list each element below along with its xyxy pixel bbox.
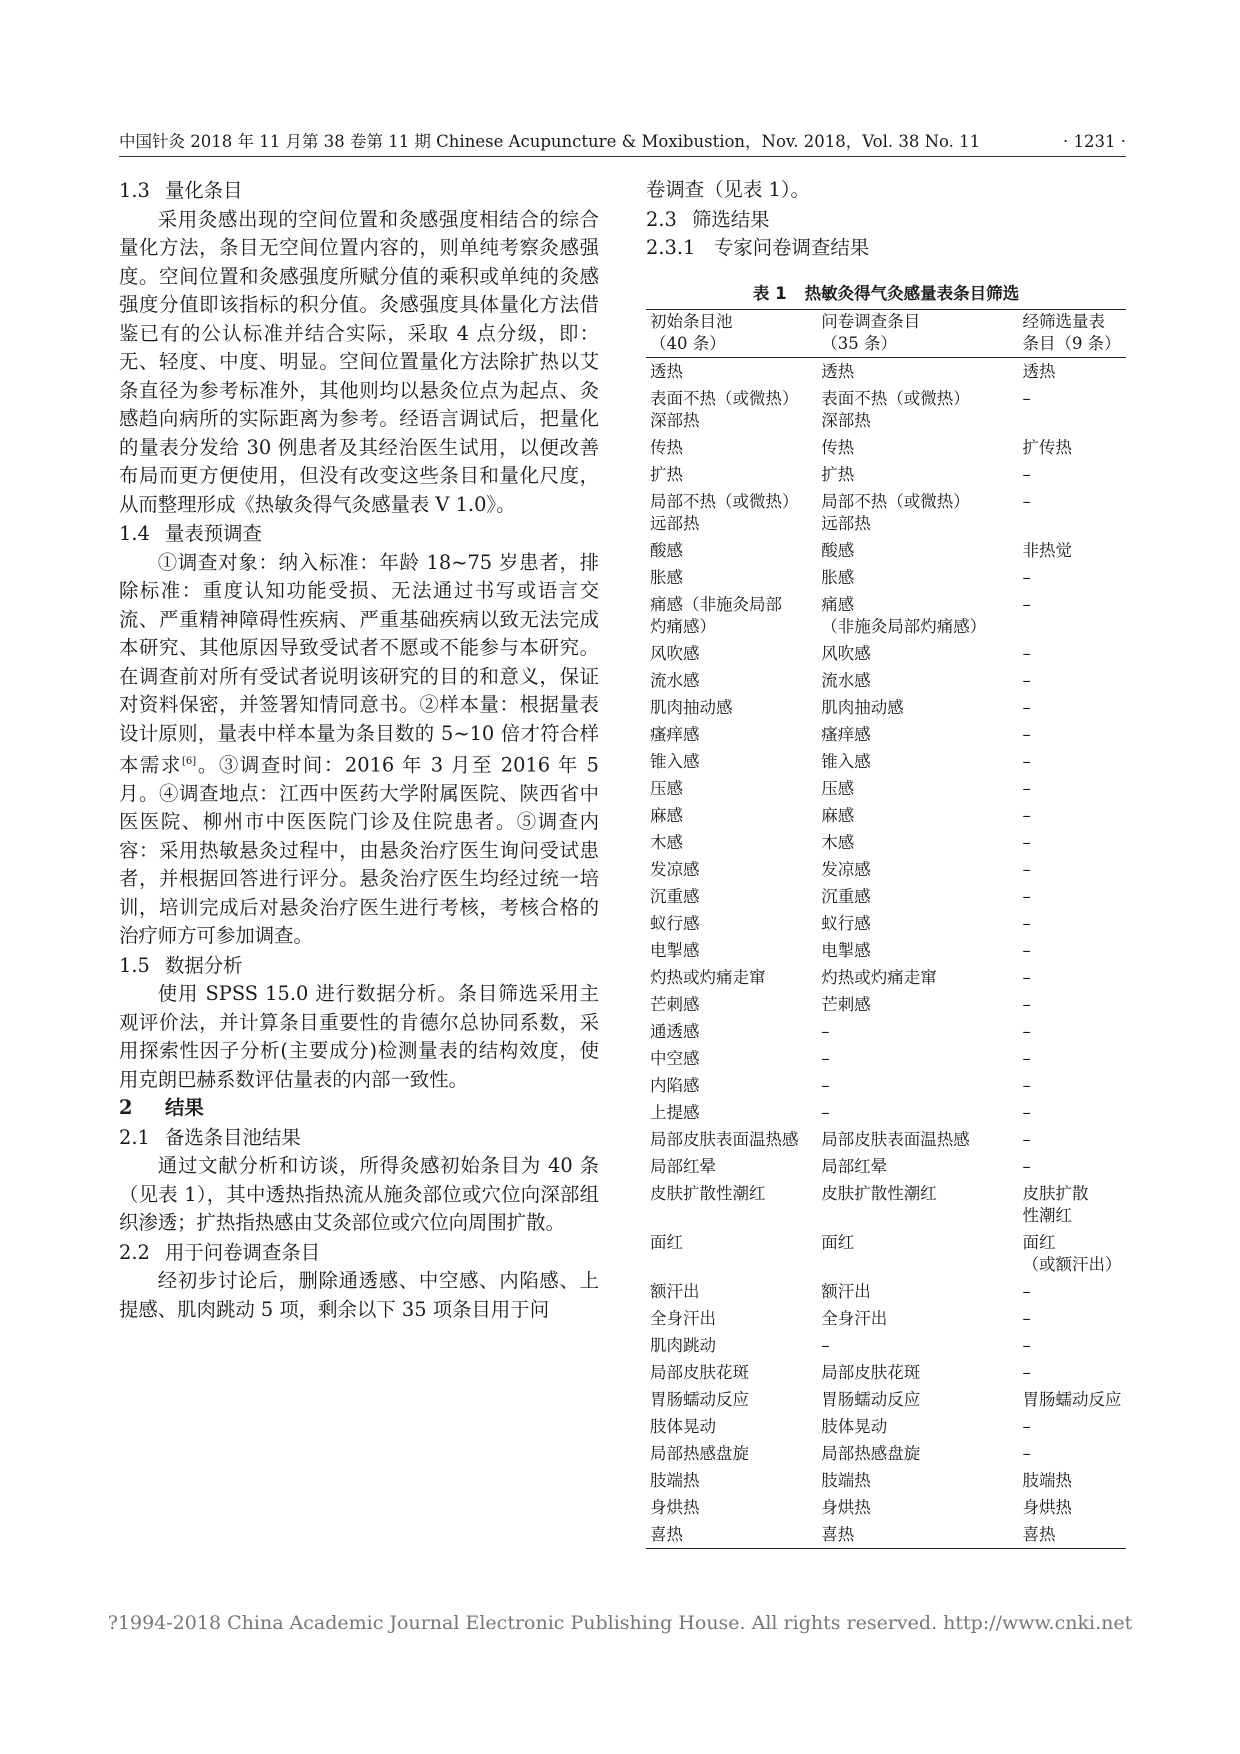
table-row [646,802,1126,829]
cell-initial: 额汗出 [650,1282,700,1301]
cell-final: – [1022,914,1031,933]
cell-survey: 局部皮肤花斑 [821,1363,921,1382]
cell-initial: 喜热 [650,1525,683,1544]
paragraph-2-2: 经初步讨论后，删除通透感、中空感、内陷感、上提感、肌肉跳动 5 项，剩余以下 35 项条目用于问 [119,1269,599,1321]
cell-initial: 肢端热 [650,1471,700,1490]
cell-survey: – [821,1103,830,1122]
cell-survey: 表面不热（或微热） 深部热 [821,389,970,430]
header-initial-pool: 初始条目池 （40 条） [650,312,733,353]
table-row [646,1332,1126,1359]
table-row [646,537,1126,564]
cell-initial: 沉重感 [650,887,700,906]
section-heading-2-1: 2.1 备选条目池结果 [119,1125,301,1149]
table-row [646,1305,1126,1332]
cell-initial: 胃肠蠕动反应 [650,1390,749,1409]
cell-initial: 胀感 [650,568,683,587]
section-heading-1-5: 1.5 数据分析 [119,953,243,977]
cell-final: – [1022,860,1031,879]
cell-initial: 瘙痒感 [650,725,700,744]
cell-survey: 局部不热（或微热） 远部热 [821,492,970,533]
cell-final: – [1022,995,1031,1014]
cell-survey: 局部皮肤表面温热感 [821,1130,970,1149]
cell-initial: 酸感 [650,541,683,560]
right-column [646,176,1126,263]
cell-survey: – [821,1336,830,1355]
table-row [646,883,1126,910]
cell-final: 喜热 [1022,1525,1056,1544]
cell-survey: 麻感 [821,806,855,825]
section-heading-2-3: 2.3 筛选结果 [646,207,770,231]
table-row [646,1153,1126,1180]
cell-final: – [1022,1309,1031,1328]
cell-initial: 传热 [650,438,683,457]
table-row [646,856,1126,883]
cell-survey: 肢体晃动 [821,1417,888,1436]
cell-initial: 透热 [650,362,683,381]
cell-initial: 中空感 [650,1049,700,1068]
cell-final: – [1022,887,1031,906]
cell-survey: 肢端热 [821,1471,871,1490]
table-row [646,434,1126,461]
table-row [646,937,1126,964]
table-row [646,694,1126,721]
header-rule [119,156,1126,157]
table-row [646,748,1126,775]
cell-initial: 内陷感 [650,1076,700,1095]
section-heading-1-4: 1.4 量表预调查 [119,522,262,545]
cell-initial: 麻感 [650,806,683,825]
table-row [646,385,1126,434]
cell-final: – [1022,492,1031,511]
cell-survey: 木感 [821,833,855,852]
running-header [119,131,1126,155]
cell-survey: 胃肠蠕动反应 [821,1390,921,1409]
cell-survey: – [821,1022,830,1041]
cell-initial: 电掣感 [650,941,700,960]
cell-survey: 扩热 [821,465,855,484]
cell-survey: 皮肤扩散性潮红 [821,1184,937,1203]
cell-final: – [1022,968,1031,987]
cell-survey: 蚁行感 [821,914,871,933]
table-title: 热敏灸得气灸感量表条目筛选 [804,284,1020,303]
table-row [646,964,1126,991]
cell-final: – [1022,1076,1031,1095]
cell-final: – [1022,752,1031,771]
cell-initial: 通透感 [650,1022,700,1041]
cell-final: – [1022,1022,1031,1041]
cell-survey: 锥入感 [821,752,871,771]
table-row [646,1413,1126,1440]
table-body [646,358,1126,1548]
cell-final: 胃肠蠕动反应 [1022,1390,1122,1409]
cell-final: – [1022,833,1031,852]
cell-initial: 痛感（非施灸局部 灼痛感） [650,595,782,636]
left-column [119,176,599,1324]
table-row [646,1494,1126,1521]
cell-survey: 流水感 [821,671,871,690]
cell-final: – [1022,1282,1031,1301]
cell-final: – [1022,779,1031,798]
table-row [646,488,1126,537]
cell-initial: 流水感 [650,671,700,690]
table-row [646,591,1126,640]
cell-survey: – [821,1076,830,1095]
table-row [646,1072,1126,1099]
cell-final: – [1022,1049,1031,1068]
cell-survey: – [821,1049,830,1068]
cell-survey: 透热 [821,362,855,381]
cell-final: 透热 [1022,362,1056,381]
table-row [646,667,1126,694]
cell-initial: 芒刺感 [650,995,700,1014]
cell-initial: 灼热或灼痛走窜 [650,968,766,987]
paragraph-2-1: 通过文献分析和访谈，所得灸感初始条目为 40 条（见表 1），其中透热指热流从施灸部位或穴位向深部组织渗透；扩热指热感由艾灸部位或穴位向周围扩散。 [119,1154,599,1235]
table-row [646,910,1126,937]
cell-final: – [1022,1444,1031,1463]
header-survey-items: 问卷调查条目 （35 条） [821,312,921,353]
cell-final: – [1022,671,1031,690]
cell-initial: 身烘热 [650,1498,700,1517]
cell-survey: 酸感 [821,541,855,560]
cell-survey: 面红 [821,1233,855,1252]
cell-final: – [1022,644,1031,663]
table-caption [646,283,1126,305]
cell-initial: 皮肤扩散性潮红 [650,1184,766,1203]
table-row [646,1018,1126,1045]
cell-survey: 沉重感 [821,887,871,906]
section-heading-1-3: 1.3 量化条目 [119,179,243,202]
cell-initial: 肌肉抽动感 [650,698,733,717]
cell-initial: 肌肉跳动 [650,1336,716,1355]
table-row [646,1180,1126,1229]
cell-survey: 发凉感 [821,860,871,879]
cell-final: – [1022,1157,1031,1176]
paragraph-1-3: 采用灸感出现的空间位置和灸感强度相结合的综合量化方法，条目无空间位置内容的，则单纯考察灸感强度。空间位置和灸感强度所赋分值的乘积或单纯的灸感强度分值即该指标的积分值。灸感强度具体量化方法借鉴已有的公认标准并结合实际，采取 4 点分级，即：无、轻度、中度、明显。空间位置量化方法除扩热以艾条直径为参考标准外，其他则均以悬灸位点为起点、灸感趋向病所的实际距离为参考。经语言调试后，把量化的量表分发给 30 例患者及其经治医生试用，以便改善布局而更方便使用，但没有改变这些条目和量化尺度，从而整理形成《热敏灸得气灸感量表 V 1.0》。 [119,207,599,516]
cell-initial: 局部皮肤表面温热感 [650,1130,799,1149]
cell-survey: 痛感 （非施灸局部灼痛感） [821,595,987,636]
cell-survey: 全身汗出 [821,1309,888,1328]
cell-survey: 身烘热 [821,1498,871,1517]
paragraph-1-5: 使用 SPSS 15.0 进行数据分析。条目筛选采用主观评价法，并计算条目重要性的肯德尔总协同系数，采用探索性因子分析(主要成分)检测量表的结构效度，使用克朗巴赫系数评估量表的内部一致性。 [119,982,599,1091]
cell-survey: 电掣感 [821,941,871,960]
cell-survey: 传热 [821,438,855,457]
cell-final: 肢端热 [1022,1471,1072,1490]
section-heading-2-3-1: 2.3.1 专家问卷调查结果 [646,236,870,259]
table-row [646,721,1126,748]
header-journal-info: 中国针灸 2018 年 11 月第 38 卷第 11 期 Chinese Acupuncture & Moxibustion，Nov. 2018，Vol. 38 No. 11 [119,132,981,151]
paragraph-1-4: ①调查对象：纳入标准：年龄 18~75 岁患者，排除标准：重度认知功能受损、无法通过书写或语言交流、严重精神障碍性疾病、严重基础疾病以致无法完成本研究、其他原因导致受试者不愿或不能参与本研究。在调查前对所有受试者说明该研究的目的和意义，保证对资料保密，并签署知情同意书。②样本量：根据量表设计原则，量表中样本量为条目数的 5~10 倍才符合样本需求[6]。③调查时间：2016 年 3 月至 2016 年 5 月。④调查地点：江西中医药大学附属医院、陕西省中医医院、柳州市中医医院门诊及住院患者。⑤调查内容：采用热敏悬灸过程中，由悬灸治疗医生询问受试患者，并根据回答进行评分。悬灸治疗医生均经过统一培训，培训完成后对悬灸治疗医生进行考核，考核合格的治疗师方可参加调查。 [119,550,599,948]
cell-initial: 表面不热（或微热） 深部热 [650,389,799,430]
cell-final: – [1022,465,1031,484]
cell-initial: 局部热感盘旋 [650,1444,749,1463]
cell-final: 面红 （或额汗出） [1022,1233,1122,1274]
table-row [646,1099,1126,1126]
table-row [646,1467,1126,1494]
cell-survey: 喜热 [821,1525,855,1544]
cell-initial: 风吹感 [650,644,700,663]
cell-final: – [1022,725,1031,744]
cell-initial: 扩热 [650,465,683,484]
cell-initial: 发凉感 [650,860,700,879]
table-label: 表 1 [752,284,787,303]
cell-initial: 局部皮肤花斑 [650,1363,749,1382]
cell-initial: 局部红晕 [650,1157,716,1176]
cell-initial: 锥入感 [650,752,700,771]
table-row [646,358,1126,385]
citation-6[interactable]: [6] [182,756,197,767]
cell-survey: 局部热感盘旋 [821,1444,921,1463]
cell-final: 身烘热 [1022,1498,1072,1517]
cell-survey: 芒刺感 [821,995,871,1014]
cell-final: – [1022,1417,1031,1436]
table-row [646,1521,1126,1548]
table-row [646,461,1126,488]
cell-initial: 蚁行感 [650,914,700,933]
cell-survey: 胀感 [821,568,855,587]
cell-survey: 瘙痒感 [821,725,871,744]
table-row [646,1386,1126,1413]
cell-final: – [1022,595,1031,614]
table-row [646,1229,1126,1278]
table-header-row [646,310,1126,358]
cell-final: 非热觉 [1022,541,1072,560]
table-row [646,564,1126,591]
cell-survey: 压感 [821,779,855,798]
header-final-items: 经筛选量表 条目（9 条） [1022,312,1121,353]
table-1 [646,309,1126,1549]
cell-final: 扩传热 [1022,438,1072,457]
header-page-number: · 1231 · [1063,132,1126,151]
cell-survey: 风吹感 [821,644,871,663]
cell-final: – [1022,1363,1031,1382]
cell-final: – [1022,806,1031,825]
cell-survey: 肌肉抽动感 [821,698,904,717]
cell-final: – [1022,389,1031,408]
cell-survey: 灼热或灼痛走窜 [821,968,937,987]
table-row [646,1440,1126,1467]
cell-final: – [1022,941,1031,960]
cell-survey: 局部红晕 [821,1157,888,1176]
cell-initial: 木感 [650,833,683,852]
table-row [646,1126,1126,1153]
table-row [646,829,1126,856]
cell-initial: 压感 [650,779,683,798]
section-heading-2: 2 结果 [119,1096,204,1120]
table-row [646,640,1126,667]
cell-initial: 肢体晃动 [650,1417,716,1436]
cell-initial: 全身汗出 [650,1309,716,1328]
cell-survey: 额汗出 [821,1282,871,1301]
cell-initial: 面红 [650,1233,683,1252]
cell-final: – [1022,1103,1031,1122]
table-row [646,1278,1126,1305]
paragraph-continued: 卷调查（见表 1）。 [646,178,810,201]
cell-initial: 局部不热（或微热） 远部热 [650,492,799,533]
table-row [646,1359,1126,1386]
cell-final: – [1022,568,1031,587]
cell-final: – [1022,1130,1031,1149]
cell-final: – [1022,1336,1031,1355]
table-row [646,1045,1126,1072]
section-heading-2-2: 2.2 用于问卷调查条目 [119,1240,321,1264]
copyright-footer: ?1994-2018 China Academic Journal Electronic Publishing House. All rights reserved. http://www.cnki.net [107,1612,1133,1634]
table-row [646,775,1126,802]
cell-initial: 上提感 [650,1103,700,1122]
cell-final: 皮肤扩散 性潮红 [1022,1184,1089,1225]
table-row [646,991,1126,1018]
cell-final: – [1022,698,1031,717]
